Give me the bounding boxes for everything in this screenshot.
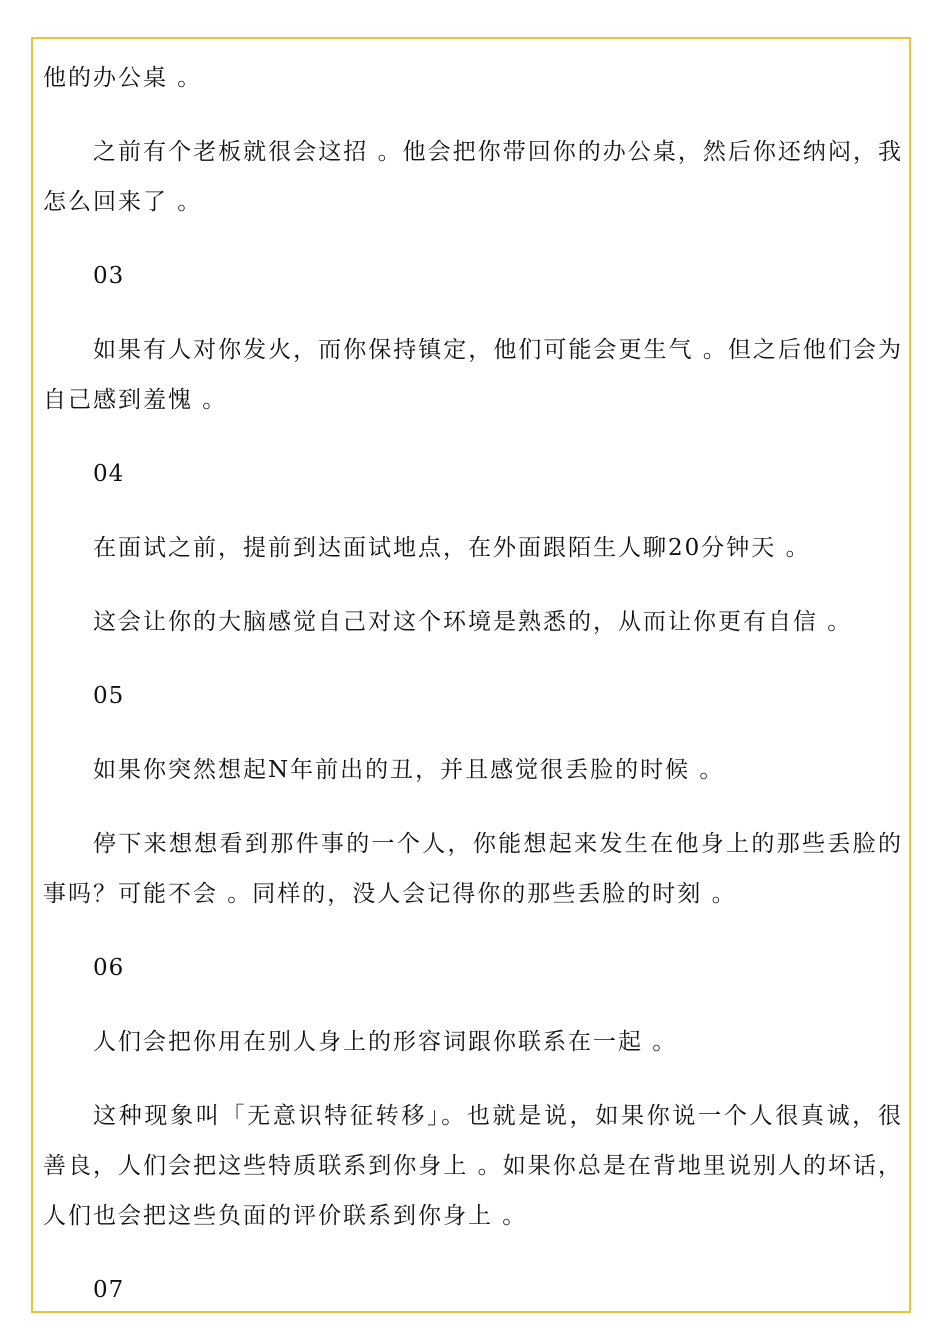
paragraph: 这会让你的大脑感觉自己对这个环境是熟悉的，从而让你更有自信 。	[93, 609, 853, 635]
paragraph: 在面试之前，提前到达面试地点，在外面跟陌生人聊20分钟天 。	[93, 535, 811, 561]
document-page	[31, 37, 911, 1313]
paragraph: 这种现象叫「无意识特征转移」。也就是说，如果你说一个人很真诚，很善良，人们会把这些特质联系到你身上 。如果你总是在背地里说别人的坏话，人们也会把这些负面的评价联系到你身上 。	[43, 1103, 903, 1229]
paragraph-continuation: 他的办公桌 。	[43, 65, 203, 91]
paragraph: 如果有人对你发火，而你保持镇定，他们可能会更生气 。但之后他们会为自己感到羞愧 。	[43, 337, 903, 413]
paragraph: 停下来想想看到那件事的一个人，你能想起来发生在他身上的那些丢脸的事吗？可能不会 。同样的，没人会记得你的那些丢脸的时刻 。	[43, 831, 903, 907]
paragraph: 人们会把你用在别人身上的形容词跟你联系在一起 。	[93, 1029, 678, 1055]
document-body	[43, 53, 903, 1339]
section-number: 07	[93, 1277, 125, 1303]
section-number: 06	[93, 955, 125, 981]
section-number: 04	[93, 461, 125, 487]
section-number: 03	[93, 263, 125, 289]
paragraph: 如果你突然想起N年前出的丑，并且感觉很丢脸的时候 。	[93, 757, 725, 783]
section-number: 05	[93, 683, 125, 709]
paragraph: 之前有个老板就很会这招 。他会把你带回你的办公桌，然后你还纳闷，我怎么回来了 。	[43, 139, 903, 215]
